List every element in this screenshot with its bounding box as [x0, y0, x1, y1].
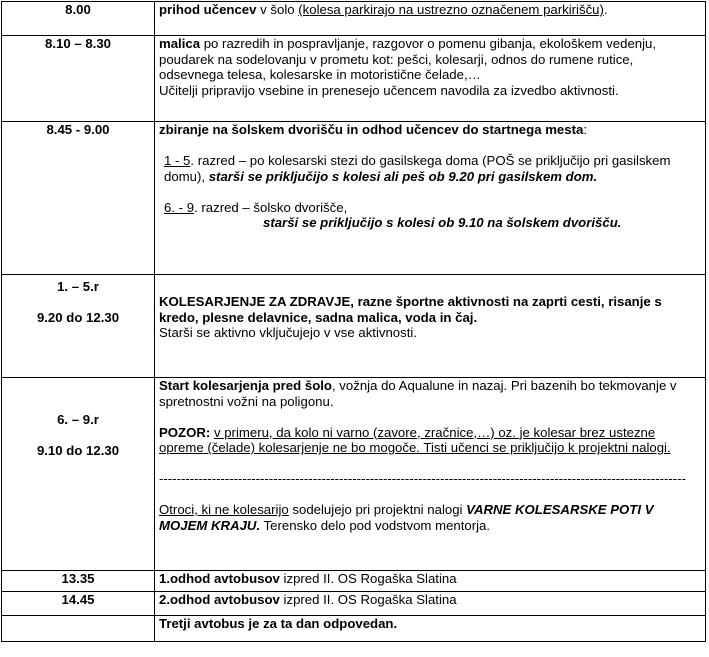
warning-text: v primeru, da kolo ni varno (zavore, zračnice,…) oz. je kolesar brez ustezne opreme (čelade) kolesarjenje ne bo mogoče. Tisti učenci se priključijo k projektni nalogi. [159, 424, 671, 455]
activity-text: izpred II. OS Rogaška Slatina [279, 571, 457, 586]
activity-cell [155, 275, 706, 378]
time-range: 9.10 do 12.30 [36, 443, 120, 458]
activity-text: Učitelji pripravijo vsebine in prenesejo učencem navodila za izvedbo aktivnosti. [159, 82, 619, 98]
activity-cell [155, 592, 706, 616]
table-row [2, 275, 706, 378]
project-title: VARNE KOLESARSKE POTI V MOJEM KRAJU. [159, 502, 654, 533]
activity-bold: Start kolesarjenja pred šolo [159, 378, 332, 393]
dashed-divider: ------------------------------------------------------------------------------------------------------------------------ [159, 471, 686, 486]
activity-underline: Otroci, ki ne kolesarijo [159, 502, 289, 517]
parents-note: starši se priključijo s kolesi ali peš ob 9.20 pri gasilskem dom. [208, 168, 598, 184]
activity-cell [155, 2, 706, 36]
time-cell [2, 378, 155, 571]
activity-text: po razredih in pospravljanje, razgovor o pomenu gibanja, ekološkem vedenju, poudarek na sodelovanju v prometu kot: pešci, kolesarji, odnos do rumene rutice, odsevnega telesa, kolesarske in motoristične čelade,… [159, 36, 657, 82]
grade-range: 6. – 9.r [57, 412, 99, 427]
time-cell: 8.00 [2, 2, 155, 36]
activity-cell [155, 571, 706, 592]
table-row [2, 122, 706, 275]
time-cell: 8.45 - 9.00 [2, 122, 155, 275]
activity-cell [155, 378, 706, 571]
table-row [2, 2, 706, 36]
schedule-table [1, 1, 706, 642]
activity-cell: Tretji avtobus je za ta dan odpovedan. [155, 616, 706, 642]
activity-bold: zbiranje na šolskem dvorišču in odhod učencev do startnega mesta [159, 122, 584, 137]
warning-label: POZOR: [159, 424, 211, 440]
table-row [2, 571, 706, 592]
activity-text: . razred – po kolesarski stezi do gasilskega doma (POŠ se priključijo pri gasilskem domu), [164, 153, 671, 184]
grade-range: 6. - 9 [164, 199, 195, 215]
table-row [2, 592, 706, 616]
activity-bold: KOLESARJENJE ZA ZDRAVJE, razne športne aktivnosti na zaprti cesti, risanje s kredo, plesne delavnice, sadna malica, voda in čaj. [159, 294, 662, 325]
table-row [2, 378, 706, 571]
time-cell [2, 616, 155, 642]
activity-bold: 2.odhod avtobusov [159, 592, 280, 607]
activity-text: Terensko delo pod vodstvom mentorja. [260, 517, 491, 533]
activity-text: Starši se aktivno vključujejo v vse aktivnosti. [159, 325, 417, 340]
parents-note: starši se priključijo s kolesi ob 9.10 na šolskem dvorišču. [263, 215, 622, 230]
time-cell [2, 275, 155, 378]
activity-text: . razred – šolsko dvorišče, [194, 199, 348, 215]
grade-range: 1 - 5 [164, 153, 191, 168]
table-row [2, 616, 706, 642]
activity-cell [155, 122, 706, 275]
activity-text: , vožnja do Aqualune in nazaj. Pri bazenih bo tekmovanje v spretnostni vožni na poligonu. [159, 378, 677, 409]
activity-bold: prihod učencev [159, 2, 257, 17]
grade-range: 1. – 5.r [57, 279, 99, 294]
time-cell: 8.10 – 8.30 [2, 36, 155, 122]
activity-text: izpred II. OS Rogaška Slatina [279, 592, 457, 607]
activity-text: sodelujejo pri projektni nalogi [288, 502, 467, 517]
activity-text: . [603, 2, 608, 17]
activity-underline: (kolesa parkirajo na ustrezno označenem parkirišču) [298, 2, 604, 17]
activity-bold: 1.odhod avtobusov [159, 571, 280, 586]
time-range: 9.20 do 12.30 [36, 310, 120, 325]
activity-text: v šolo [256, 2, 299, 17]
activity-cell [155, 36, 706, 122]
time-cell: 13.35 [2, 571, 155, 592]
activity-text: : [583, 122, 587, 137]
time-cell: 14.45 [2, 592, 155, 616]
table-row [2, 36, 706, 122]
activity-bold: malica [159, 36, 201, 51]
